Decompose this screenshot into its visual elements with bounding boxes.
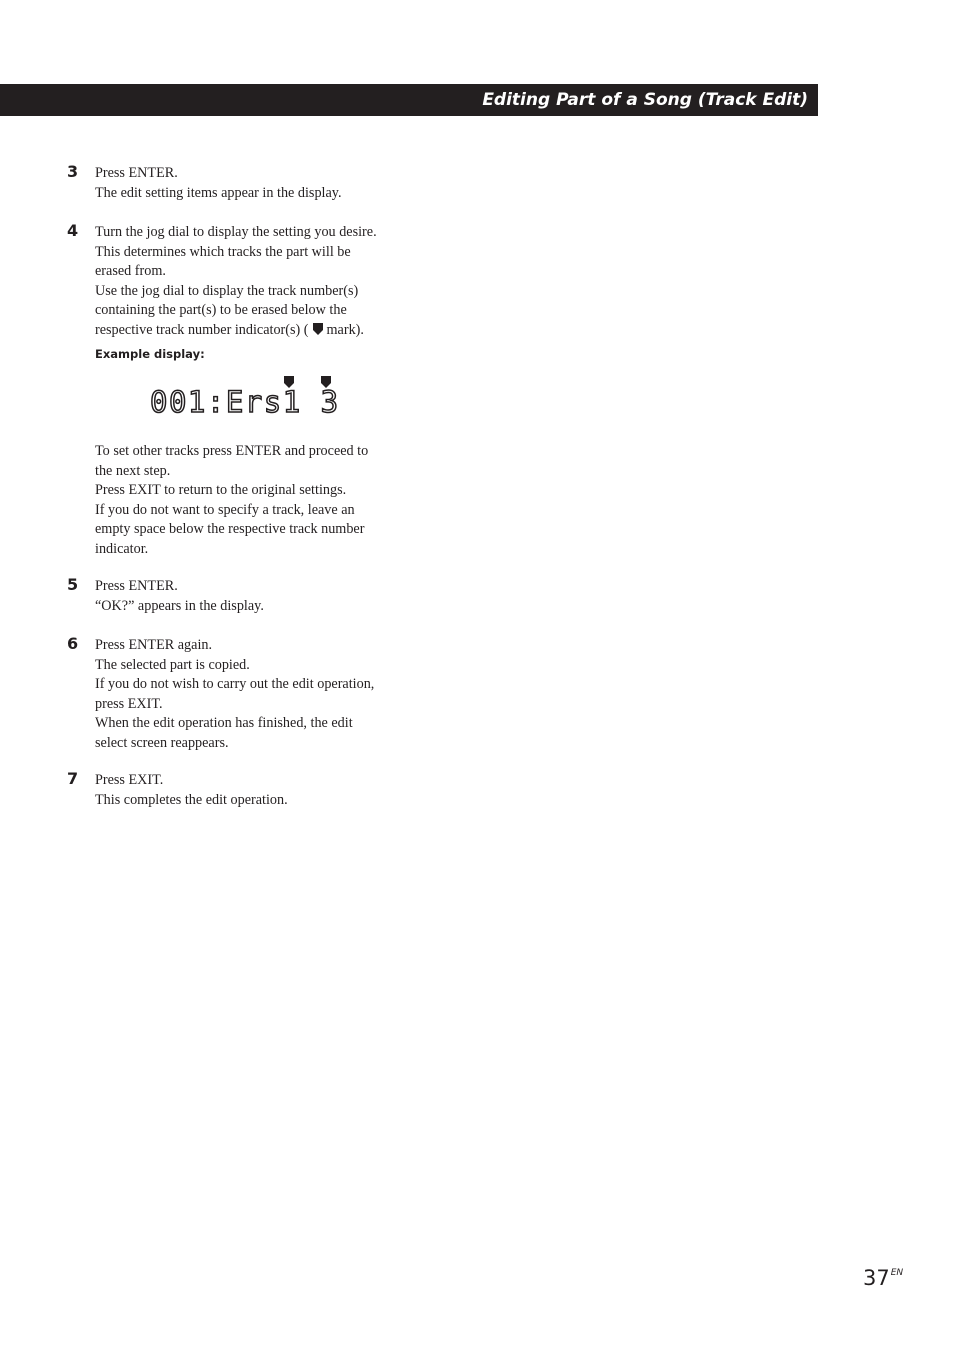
lcd-display	[150, 374, 350, 420]
page-number-value: 37	[863, 1266, 890, 1290]
text-line: When the edit operation has finished, the edit	[95, 715, 353, 731]
text-line: To set other tracks press ENTER and proceed to	[95, 443, 369, 459]
text-line: This determines which tracks the part will be	[95, 243, 351, 260]
step-number-3: 3	[67, 162, 79, 181]
text-line: Turn the jog dial to display the setting you desire.	[95, 224, 377, 240]
text-line: Press ENTER again.	[95, 637, 213, 653]
text-line: empty space below the respective track number	[95, 521, 365, 537]
track-marker-icon	[313, 323, 323, 335]
step-number-5: 5	[67, 575, 79, 594]
text-line: erased from.	[95, 263, 166, 279]
text-line: Press ENTER.	[95, 165, 178, 181]
text-line: the next step.	[95, 462, 171, 479]
step-6-text	[95, 636, 435, 753]
text-line: select screen reappears.	[95, 734, 229, 751]
text-line: Press EXIT.	[95, 772, 164, 788]
text-line: The edit setting items appear in the display.	[95, 184, 342, 201]
text-segment: mark).	[326, 321, 364, 338]
text-line: The selected part is copied.	[95, 656, 250, 673]
step-4-notes	[95, 442, 435, 559]
text-line-with-marker	[95, 321, 435, 341]
text-line: Press ENTER.	[95, 578, 178, 594]
step-number-7: 7	[67, 769, 79, 788]
step-4-text	[95, 223, 435, 340]
text-line: containing the part(s) to be erased below the	[95, 302, 347, 318]
example-display-label: Example display:	[95, 347, 205, 361]
page-number	[863, 1258, 903, 1293]
step-number-6: 6	[67, 634, 79, 653]
text-line: press EXIT.	[95, 695, 163, 712]
text-line: Press EXIT to return to the original settings.	[95, 482, 347, 498]
lcd-display-text: 001:Ers1 3	[150, 385, 340, 419]
step-number-4: 4	[67, 221, 79, 240]
text-segment: respective track number indicator(s) (	[95, 321, 309, 338]
text-line: Use the jog dial to display the track number(s)	[95, 282, 359, 299]
text-line: If you do not want to specify a track, leave an	[95, 501, 355, 518]
text-line: If you do not wish to carry out the edit operation,	[95, 676, 375, 692]
section-title: Editing Part of a Song (Track Edit)	[482, 90, 808, 110]
section-header-bar	[0, 84, 818, 116]
text-line: “OK?” appears in the display.	[95, 597, 264, 614]
step-7-text	[95, 771, 435, 810]
text-line: This completes the edit operation.	[95, 791, 288, 808]
step-3-text	[95, 164, 435, 203]
page-number-suffix: EN	[890, 1268, 904, 1278]
step-5-text	[95, 577, 435, 616]
text-line: indicator.	[95, 540, 149, 557]
